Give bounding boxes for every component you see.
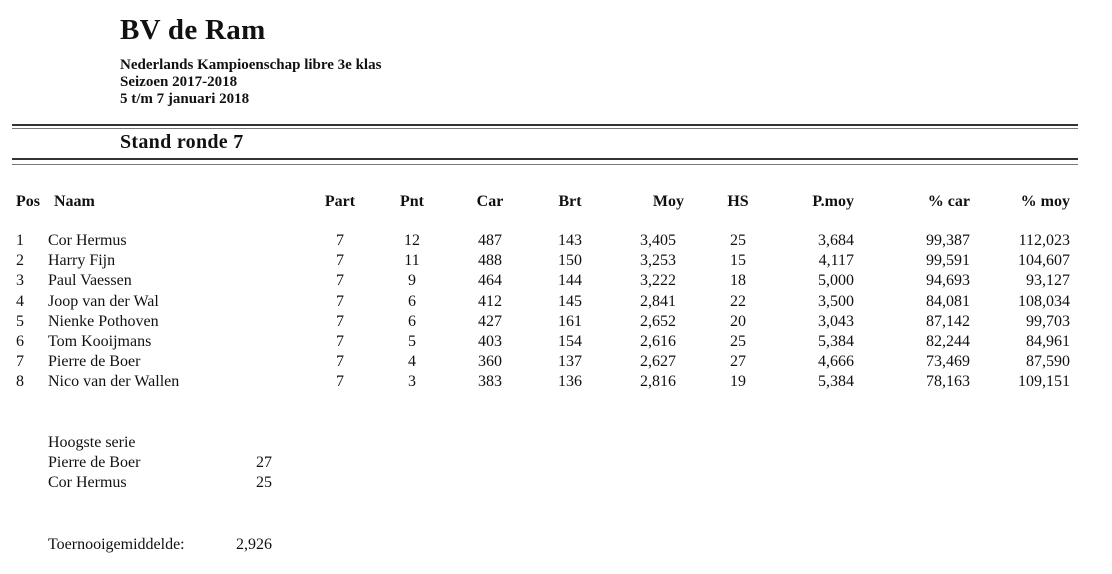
cell-pos: 2 (16, 252, 24, 270)
cell-car: 464 (478, 272, 502, 290)
cell-naam: Joop van der Wal (48, 292, 159, 310)
club-title: BV de Ram (120, 14, 266, 46)
cell-naam: Tom Kooijmans (48, 333, 152, 350)
cell-naam: Nienke Pothoven (48, 312, 159, 330)
cell-part: 7 (336, 312, 344, 330)
tournament-dates: 5 t/m 7 januari 2018 (120, 91, 250, 107)
cell-car: 427 (478, 312, 502, 330)
cell-pnt: 6 (408, 292, 416, 310)
highest-series-value: 27 (256, 454, 272, 471)
cell-hs: 22 (730, 292, 746, 310)
cell-car: 488 (478, 252, 502, 270)
cell-pos: 5 (16, 312, 24, 330)
cell-pnt: 6 (408, 312, 416, 330)
cell-pmoy-pct: 99,703 (1026, 312, 1070, 330)
cell-part: 7 (336, 292, 344, 310)
cell-hs: 25 (730, 333, 746, 350)
cell-hs: 25 (730, 232, 746, 249)
cell-pcar: 87,142 (926, 312, 970, 330)
divider-top-thin (12, 128, 1078, 129)
col-header-naam: Naam (54, 193, 95, 210)
col-header-pnt: Pnt (400, 193, 424, 210)
cell-naam: Harry Fijn (48, 252, 116, 270)
cell-naam: Cor Hermus (48, 232, 127, 249)
cell-naam: Paul Vaessen (48, 272, 132, 290)
cell-pnt: 12 (404, 232, 420, 249)
cell-pmoy: 4,117 (818, 252, 854, 270)
cell-part: 7 (336, 353, 344, 371)
cell-part: 7 (336, 373, 344, 391)
cell-brt: 144 (558, 272, 582, 290)
cell-pmoy-pct: 112,023 (1018, 232, 1070, 249)
cell-hs: 20 (730, 312, 746, 330)
col-header-pmoy-pct: % moy (1020, 193, 1070, 210)
cell-brt: 154 (558, 333, 582, 350)
cell-pmoy-pct: 93,127 (1026, 272, 1070, 290)
cell-naam: Nico van der Wallen (48, 373, 180, 391)
cell-pmoy: 5,384 (818, 373, 854, 391)
cell-pmoy: 3,500 (818, 292, 854, 310)
cell-pcar: 73,469 (926, 353, 970, 371)
highest-series-name: Cor Hermus (48, 474, 127, 491)
cell-part: 7 (336, 333, 344, 350)
cell-brt: 136 (558, 373, 582, 391)
cell-hs: 18 (730, 272, 746, 290)
cell-pos: 7 (16, 353, 24, 371)
cell-moy: 2,616 (640, 333, 676, 350)
cell-brt: 143 (558, 232, 582, 249)
divider-mid-thin (12, 164, 1078, 165)
cell-brt: 150 (558, 252, 582, 270)
cell-naam: Pierre de Boer (48, 353, 141, 371)
tournament-average-label: Toernooigemiddelde: (48, 536, 185, 553)
cell-pnt: 9 (408, 272, 416, 290)
cell-pmoy-pct: 108,034 (1018, 292, 1070, 310)
tournament-average-value: 2,926 (236, 536, 272, 553)
highest-series-name: Pierre de Boer (48, 454, 141, 471)
cell-brt: 137 (558, 353, 582, 371)
cell-pnt: 11 (404, 252, 420, 270)
cell-pmoy-pct: 104,607 (1018, 252, 1070, 270)
col-header-part: Part (324, 193, 356, 210)
cell-pmoy: 3,684 (818, 232, 854, 249)
cell-pnt: 3 (408, 373, 416, 391)
cell-pos: 3 (16, 272, 24, 290)
col-header-car: Car (476, 193, 504, 210)
cell-car: 412 (478, 292, 502, 310)
cell-pmoy: 3,043 (818, 312, 854, 330)
col-header-pmoy: P.moy (812, 193, 854, 210)
col-header-moy: Moy (652, 193, 684, 210)
col-header-pcar: % car (927, 193, 970, 210)
cell-pcar: 99,387 (926, 232, 970, 249)
cell-moy: 2,652 (640, 312, 676, 330)
cell-car: 383 (478, 373, 502, 391)
cell-moy: 3,253 (640, 252, 676, 270)
col-header-pos: Pos (16, 193, 40, 210)
cell-moy: 2,841 (640, 292, 676, 310)
cell-pnt: 4 (408, 353, 416, 371)
cell-hs: 15 (730, 252, 746, 270)
col-header-hs: HS (727, 193, 749, 210)
cell-pcar: 84,081 (926, 292, 970, 310)
cell-car: 487 (478, 232, 502, 249)
cell-pos: 1 (16, 232, 24, 249)
cell-pos: 4 (16, 292, 24, 310)
cell-moy: 3,405 (640, 232, 676, 249)
cell-brt: 161 (558, 312, 582, 330)
cell-pos: 6 (16, 333, 24, 350)
cell-car: 403 (478, 333, 502, 350)
highest-series-label: Hoogste serie (48, 434, 136, 451)
cell-pcar: 82,244 (926, 333, 970, 350)
cell-car: 360 (478, 353, 502, 371)
cell-brt: 145 (558, 292, 582, 310)
highest-series-value: 25 (256, 474, 272, 491)
season: Seizoen 2017-2018 (120, 74, 238, 90)
cell-pmoy: 5,000 (818, 272, 854, 290)
divider-top-thick (12, 124, 1078, 126)
cell-moy: 3,222 (640, 272, 676, 290)
cell-part: 7 (336, 272, 344, 290)
cell-pmoy: 4,666 (818, 353, 854, 371)
cell-part: 7 (336, 252, 344, 270)
cell-moy: 2,627 (640, 353, 676, 371)
cell-pmoy-pct: 109,151 (1018, 373, 1070, 391)
cell-pos: 8 (16, 373, 24, 391)
standing-title: Stand ronde 7 (120, 131, 244, 153)
cell-moy: 2,816 (640, 373, 676, 391)
cell-hs: 19 (730, 373, 746, 391)
divider-mid-thick (12, 158, 1078, 160)
cell-hs: 27 (730, 353, 746, 371)
col-header-brt: Brt (558, 193, 582, 210)
cell-pmoy: 5,384 (818, 333, 854, 350)
cell-part: 7 (336, 232, 344, 249)
cell-pcar: 78,163 (926, 373, 970, 391)
cell-pcar: 94,693 (926, 272, 970, 290)
cell-pmoy-pct: 84,961 (1026, 333, 1070, 350)
cell-pcar: 99,591 (926, 252, 970, 270)
cell-pnt: 5 (408, 333, 416, 350)
tournament-name: Nederlands Kampioenschap libre 3e klas (120, 57, 382, 73)
cell-pmoy-pct: 87,590 (1026, 353, 1070, 371)
